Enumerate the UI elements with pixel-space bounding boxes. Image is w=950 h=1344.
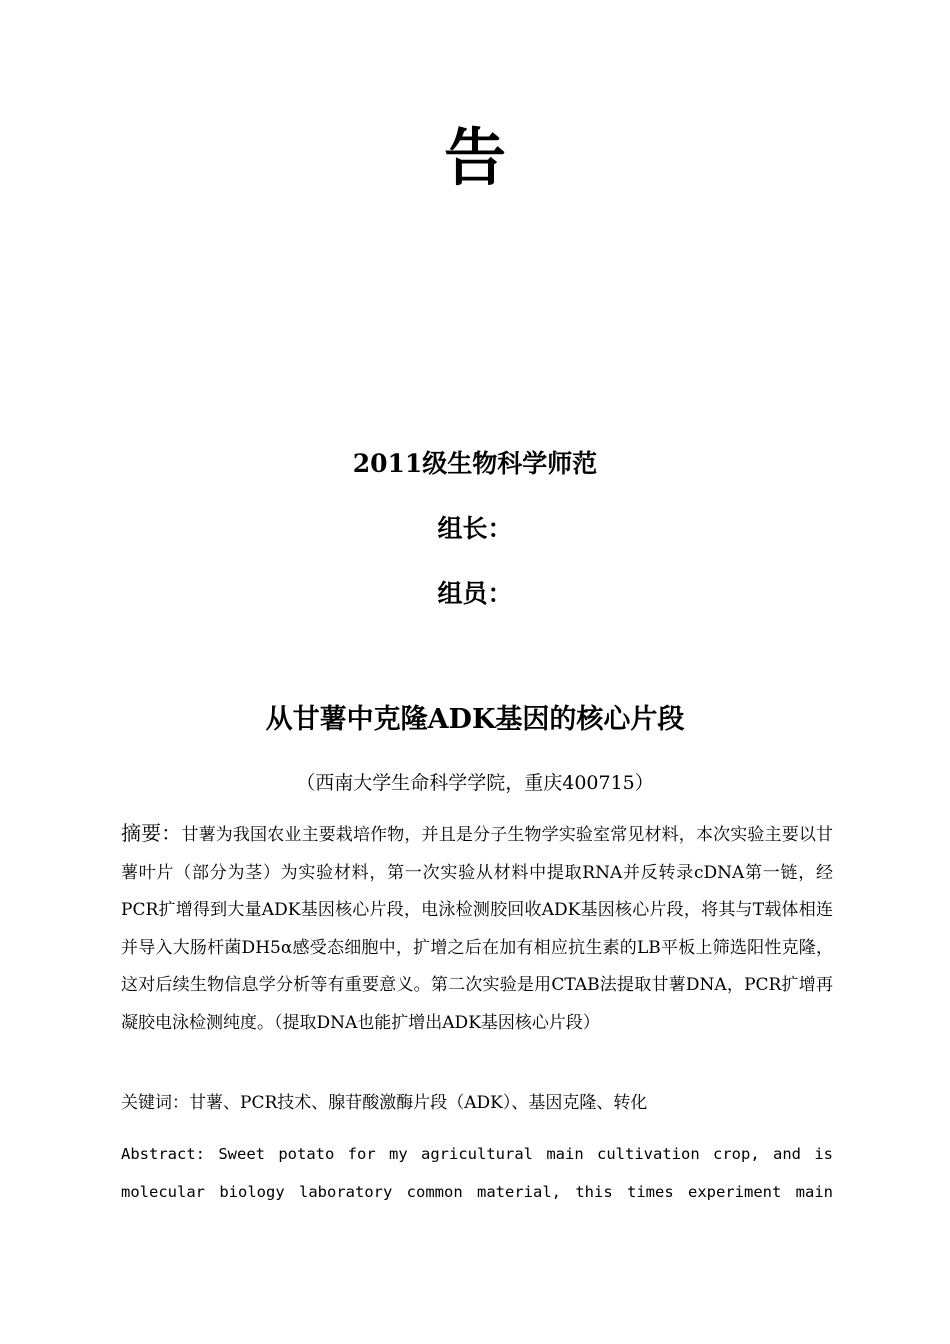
affiliation: （西南大学生命科学学院，重庆400715） — [296, 772, 654, 794]
keywords: 关键词：甘薯、PCR技术、腺苷酸激酶片段（ADK）、基因克隆、转化 — [121, 1093, 648, 1113]
members-label: 组员： — [437, 579, 513, 608]
abstract-text: 甘薯为我国农业主要栽培作物，并且是分子生物学实验室常见材料，本次实验主要以甘薯叶片（部分为茎）为实验材料，第一次实验从材料中提取RNA并反转录cDNA第一链，经PCR扩增得到大量ADK基因核心片段，电泳检测胶回收ADK基因核心片段，将其与T载体相连并导入大肠杆菌DH5α感受态细胞中，扩增之后在加有相应抗生素的LB平板上筛选阳性克隆，这对后续生物信息学分析等有重要意义。第二次实验是用CTAB法提取甘薯DNA，PCR扩增再凝胶电泳检测纯度。（提取DNA也能扩增出ADK基因核心片段） — [121, 825, 834, 1033]
class-line: 2011级生物科学师范 — [352, 449, 598, 478]
report-title-char: 告 — [443, 121, 506, 194]
leader-label: 组长： — [437, 514, 513, 543]
paper-title: 从甘薯中克隆ADK基因的核心片段 — [265, 704, 685, 735]
abstract-label: 摘要： — [121, 821, 182, 845]
abstract-english: Abstract: Sweet potato for my agricultural main cultivation crop, and is molecular biology laboratory common material, this times experiment main — [121, 1145, 833, 1201]
abstract-chinese — [121, 815, 833, 1042]
